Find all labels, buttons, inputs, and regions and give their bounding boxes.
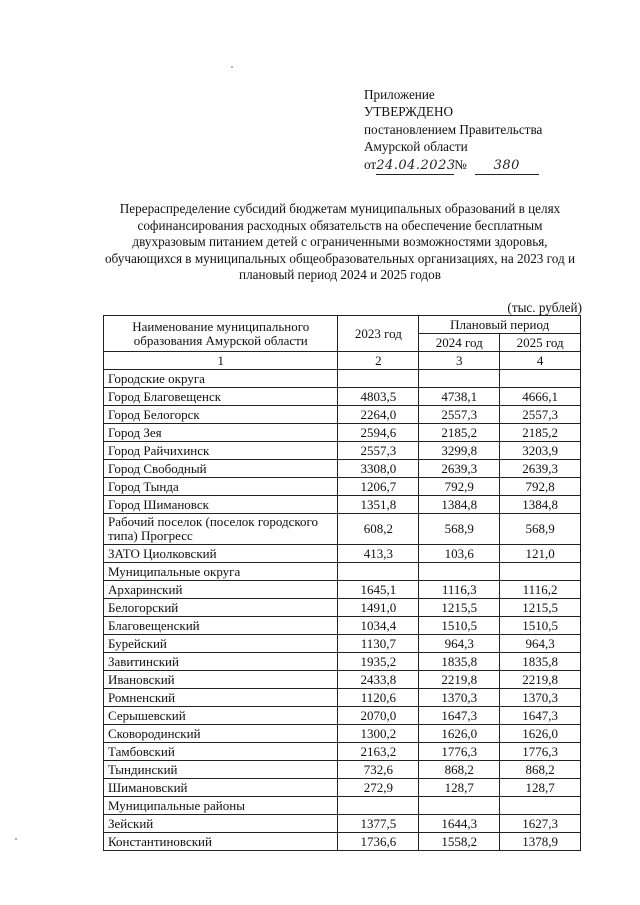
value-2023: 1377,5 xyxy=(338,815,419,833)
value-2025: 1116,2 xyxy=(500,581,581,599)
value-2025: 1835,8 xyxy=(500,653,581,671)
value-2023: 2433,8 xyxy=(338,671,419,689)
approval-stamp-block xyxy=(364,86,542,175)
value-2024: 103,6 xyxy=(419,545,500,563)
municipality-name: Ромненский xyxy=(104,689,338,707)
municipality-name: Благовещенский xyxy=(104,617,338,635)
value-2025: 2185,2 xyxy=(500,424,581,442)
date-prefix: от xyxy=(364,156,377,172)
colnum-2: 2 xyxy=(338,352,419,370)
table-row xyxy=(104,617,581,635)
value-2023: 1736,6 xyxy=(338,833,419,851)
value-2025: 1384,8 xyxy=(500,496,581,514)
value-2023: 1300,2 xyxy=(338,725,419,743)
value-2024: 2639,3 xyxy=(419,460,500,478)
value-2023: 1935,2 xyxy=(338,653,419,671)
table-row xyxy=(104,689,581,707)
municipality-name: Бурейский xyxy=(104,635,338,653)
table-row xyxy=(104,496,581,514)
municipality-name: ЗАТО Циолковский xyxy=(104,545,338,563)
table-row xyxy=(104,545,581,563)
value-2024: 2185,2 xyxy=(419,424,500,442)
municipality-name: Шимановский xyxy=(104,779,338,797)
table-row xyxy=(104,815,581,833)
value-2025: 568,9 xyxy=(500,514,581,545)
table-row xyxy=(104,635,581,653)
value-2023: 2557,3 xyxy=(338,442,419,460)
municipality-name: Город Тында xyxy=(104,478,338,496)
header-name: Наименование муниципального образования Амурской области xyxy=(104,316,338,352)
value-2024: 568,9 xyxy=(419,514,500,545)
municipality-name: Зейский xyxy=(104,815,338,833)
value-2024: 2557,3 xyxy=(419,406,500,424)
table-row xyxy=(104,671,581,689)
value-2024: 792,9 xyxy=(419,478,500,496)
value-2023: 1034,4 xyxy=(338,617,419,635)
value-2023: 1351,8 xyxy=(338,496,419,514)
value-2024: 1776,3 xyxy=(419,743,500,761)
section-row xyxy=(104,797,581,815)
table-row xyxy=(104,779,581,797)
value-2025 xyxy=(500,563,581,581)
value-2023: 2594,6 xyxy=(338,424,419,442)
value-2023: 732,6 xyxy=(338,761,419,779)
value-2024: 1626,0 xyxy=(419,725,500,743)
value-2025: 4666,1 xyxy=(500,388,581,406)
value-2024: 1644,3 xyxy=(419,815,500,833)
value-2023: 3308,0 xyxy=(338,460,419,478)
approval-date-line xyxy=(364,156,542,175)
approval-line-appendix: Приложение xyxy=(364,87,435,102)
municipality-name: Город Благовещенск xyxy=(104,388,338,406)
value-2024: 1558,2 xyxy=(419,833,500,851)
value-2024: 1647,3 xyxy=(419,707,500,725)
value-2025: 1776,3 xyxy=(500,743,581,761)
value-2024: 4738,1 xyxy=(419,388,500,406)
table-body xyxy=(104,370,581,851)
number-label: № xyxy=(454,156,467,172)
table-row xyxy=(104,388,581,406)
value-2023: 2163,2 xyxy=(338,743,419,761)
document-title: Перераспределение субсидий бюджетам муниципальных образований в целях софинансирования расходных обязательств на обеспечение бесплатным двухразовым питанием детей с ограниченными возможностями здоровья, обучающихся в муниципальных общеобразовательных организациях, на 2023 год и плановый период 2024 и 2025 годов xyxy=(104,201,576,283)
municipality-name: Город Зея xyxy=(104,424,338,442)
value-2025: 3203,9 xyxy=(500,442,581,460)
approval-line-approved: УТВЕРЖДЕНО xyxy=(364,104,454,120)
value-2025: 1215,5 xyxy=(500,599,581,617)
municipality-name: Город Райчихинск xyxy=(104,442,338,460)
value-2025: 2639,3 xyxy=(500,460,581,478)
subsidy-table xyxy=(103,315,581,851)
municipality-name: Завитинский xyxy=(104,653,338,671)
value-2023: 413,3 xyxy=(338,545,419,563)
value-2025: 2557,3 xyxy=(500,406,581,424)
value-2025: 1647,3 xyxy=(500,707,581,725)
value-2025: 2219,8 xyxy=(500,671,581,689)
section-row xyxy=(104,370,581,388)
table-row xyxy=(104,653,581,671)
scan-speck xyxy=(231,66,233,68)
colnum-1: 1 xyxy=(104,352,338,370)
value-2025: 1378,9 xyxy=(500,833,581,851)
value-2025: 128,7 xyxy=(500,779,581,797)
value-2023: 1491,0 xyxy=(338,599,419,617)
value-2023 xyxy=(338,563,419,581)
header-2025: 2025 год xyxy=(500,334,581,352)
value-2025: 1627,3 xyxy=(500,815,581,833)
approval-line-region: Амурской области xyxy=(364,139,468,155)
table-row xyxy=(104,743,581,761)
value-2025: 1510,5 xyxy=(500,617,581,635)
scan-speck xyxy=(15,838,17,840)
value-2024: 868,2 xyxy=(419,761,500,779)
table-row xyxy=(104,599,581,617)
value-2023: 4803,5 xyxy=(338,388,419,406)
value-2024: 1116,3 xyxy=(419,581,500,599)
table-row xyxy=(104,581,581,599)
table-row xyxy=(104,707,581,725)
value-2023: 1130,7 xyxy=(338,635,419,653)
municipality-name: Константиновский xyxy=(104,833,338,851)
section-title: Муниципальные округа xyxy=(104,563,338,581)
value-2024: 128,7 xyxy=(419,779,500,797)
value-2025 xyxy=(500,370,581,388)
value-2024: 1835,8 xyxy=(419,653,500,671)
value-2023: 1120,6 xyxy=(338,689,419,707)
municipality-name: Серышевский xyxy=(104,707,338,725)
value-2024 xyxy=(419,797,500,815)
municipality-name: Белогорский xyxy=(104,599,338,617)
handwritten-number: 380 xyxy=(475,157,539,175)
municipality-name: Город Шимановск xyxy=(104,496,338,514)
value-2024 xyxy=(419,563,500,581)
municipality-name: Рабочий поселок (поселок городского типа) Прогресс xyxy=(104,514,338,545)
table-row xyxy=(104,424,581,442)
municipality-name: Город Свободный xyxy=(104,460,338,478)
table-row xyxy=(104,761,581,779)
municipality-name: Ивановский xyxy=(104,671,338,689)
municipality-name: Архаринский xyxy=(104,581,338,599)
value-2023: 1206,7 xyxy=(338,478,419,496)
value-2024: 3299,8 xyxy=(419,442,500,460)
value-2024: 1370,3 xyxy=(419,689,500,707)
header-2023: 2023 год xyxy=(338,316,419,352)
municipality-name: Тамбовский xyxy=(104,743,338,761)
value-2023 xyxy=(338,370,419,388)
value-2025: 121,0 xyxy=(500,545,581,563)
handwritten-date: 24.04.2023 xyxy=(376,157,454,175)
colnum-4: 4 xyxy=(500,352,581,370)
value-2024: 1384,8 xyxy=(419,496,500,514)
units-label: (тыс. рублей) xyxy=(507,300,582,315)
section-title: Муниципальные районы xyxy=(104,797,338,815)
value-2025: 1370,3 xyxy=(500,689,581,707)
colnum-3: 3 xyxy=(419,352,500,370)
municipality-name: Тындинский xyxy=(104,761,338,779)
value-2023: 1645,1 xyxy=(338,581,419,599)
table-row xyxy=(104,460,581,478)
value-2024: 964,3 xyxy=(419,635,500,653)
value-2024: 1215,5 xyxy=(419,599,500,617)
table-row xyxy=(104,514,581,545)
municipality-name: Сковородинский xyxy=(104,725,338,743)
table-row xyxy=(104,442,581,460)
value-2023: 2264,0 xyxy=(338,406,419,424)
section-row xyxy=(104,563,581,581)
header-planned-period: Плановый период xyxy=(419,316,581,334)
value-2025: 868,2 xyxy=(500,761,581,779)
header-2024: 2024 год xyxy=(419,334,500,352)
section-title: Городские округа xyxy=(104,370,338,388)
value-2024 xyxy=(419,370,500,388)
value-2025: 792,8 xyxy=(500,478,581,496)
value-2025: 1626,0 xyxy=(500,725,581,743)
value-2025: 964,3 xyxy=(500,635,581,653)
value-2023: 2070,0 xyxy=(338,707,419,725)
value-2024: 1510,5 xyxy=(419,617,500,635)
value-2023: 272,9 xyxy=(338,779,419,797)
municipality-name: Город Белогорск xyxy=(104,406,338,424)
table-row xyxy=(104,725,581,743)
table-row xyxy=(104,478,581,496)
value-2023: 608,2 xyxy=(338,514,419,545)
value-2025 xyxy=(500,797,581,815)
value-2024: 2219,8 xyxy=(419,671,500,689)
value-2023 xyxy=(338,797,419,815)
table-row xyxy=(104,406,581,424)
table-row xyxy=(104,833,581,851)
approval-line-resolution: постановлением Правительства xyxy=(364,121,543,137)
